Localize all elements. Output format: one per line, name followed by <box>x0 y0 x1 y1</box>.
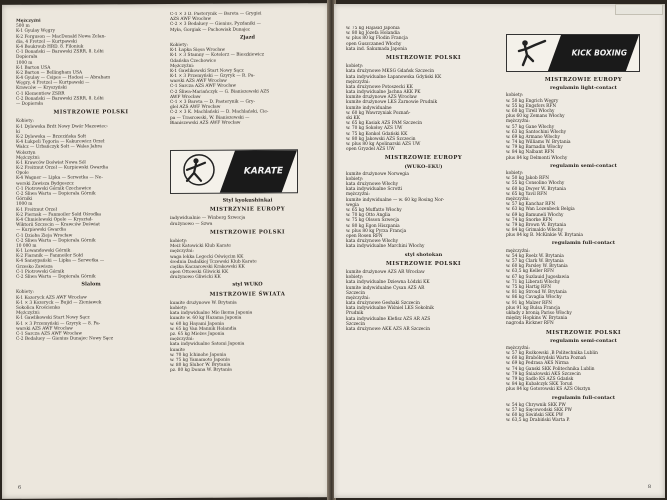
result-line: w. 67 kg Suzlauid Jugosławia <box>506 274 570 280</box>
index-tab <box>615 4 663 15</box>
subsection-heading: Slalom <box>81 281 101 288</box>
result-line: w. 65 kg Van Mannik Holandia <box>170 326 237 332</box>
result-line: Meiż Katowicki Klub Karate <box>170 243 231 250</box>
result-line: w. 63 kg Santochini Włochy <box>506 129 567 135</box>
result-line: kobiety: <box>506 93 524 99</box>
result-line: K-1 Dylewska Brdt Nowy Dwór Mazowiec- <box>16 123 108 130</box>
result-line: — Kurpiewski Gwardia <box>16 227 66 234</box>
left-page <box>2 3 329 499</box>
result-line: kumite drużynowe AZS AR Wrocław <box>346 269 425 275</box>
result-line: Kobiety: <box>170 42 188 48</box>
result-line: kata indywidualne Dziewna Łódzki KK <box>346 280 430 286</box>
result-line: Sokolica Krościenko <box>16 305 61 311</box>
result-line: w. 63,5 kg Keller RFN <box>506 269 554 275</box>
result-line: C-2 Bedaluey — Gienius Dunajec Nowy Sącz <box>16 336 114 342</box>
result-line: w. 60 kg Wawrzyniak Poznań- <box>346 110 411 116</box>
kickboxing-label: KICK BOXING <box>571 48 627 58</box>
result-line: K-1 Freitmut Orzeł <box>16 207 57 213</box>
result-line: w. 74 kg Snorke RFN <box>506 217 553 223</box>
result-line: Krawców — Kryszyński <box>16 85 67 92</box>
section-heading: MISTRZOWIE POLSKI <box>545 329 622 336</box>
result-line: K-4 Wagner — Lipka — Serwetka — Ne- <box>16 175 103 182</box>
result-line: open Gryzdel AZS UW <box>346 147 395 153</box>
result-line: układy z bronią Pariso Włochy <box>506 310 572 316</box>
subsection-heading: regulamin light-contact <box>550 85 617 92</box>
result-line: C-1 × 3 Bareta — D. Pasterynik — Gry- <box>170 99 255 105</box>
result-line: w. 80 kg Egon Hiszpania <box>346 223 400 229</box>
result-line: Kobiety: <box>16 290 34 296</box>
result-line: w. 57 kg Rożkowski ‚B Politechnika Lublin <box>506 351 598 357</box>
result-line: w. 60 kg Dwyer W. Brytania <box>506 186 566 192</box>
result-line: kata indywidualne Łapanowska Gdyński KK <box>346 74 442 80</box>
result-line: w. 75 kg Olsson Szwecja <box>346 218 400 224</box>
result-line: plus 84 kg B. McKinkie W. Brytania <box>506 233 583 239</box>
result-line: plus 91 kg Bulsa Francja <box>506 305 561 311</box>
result-line: C-2 × 3 K. Machlański — D. Machlański, Cie- <box>170 109 269 116</box>
result-line: kobiety: <box>506 171 524 177</box>
result-line: K-1 Lewandowski Górnik <box>16 248 71 254</box>
result-line: średnia Dadalkiej Tczewski Klub Karate <box>170 259 257 265</box>
result-line: w. 50 kg Jakob RFN <box>506 176 550 182</box>
result-line: C-2 Śliwa Warta — Dopierała Górnik <box>16 238 96 244</box>
result-line: w. 70 kg Sokołoy AZS UW <box>346 126 403 132</box>
result-line: C-2 × 3 Bedaluey — Gienius, Pyzdaniki — <box>170 21 261 28</box>
karate-badge <box>170 149 298 194</box>
result-line: w. 57 kg Kanchar RFN <box>506 202 556 208</box>
result-line: dia, 4 Fretzel — Kurtpawski <box>16 39 77 45</box>
result-line: w. 60 kg Parsley W. Brytania <box>506 264 568 270</box>
result-line: 1000 m <box>16 202 33 208</box>
section-heading: MISTRZOWIE EUROPY <box>544 77 623 83</box>
result-line: kata indywidualne Marchini Włochy <box>346 244 425 250</box>
result-line: w. 71 kg Liberati Włochy <box>506 279 561 285</box>
kickboxing-badge <box>506 34 640 72</box>
result-line: indywidualnie — Winberg Szwecja <box>170 215 246 222</box>
result-line: w. 60 kg Siwiński SKK PW <box>506 413 564 419</box>
result-line: K-1 × 3 Kozeryck — Bujid — Zieniawek <box>16 300 102 306</box>
result-line: C-2 Śliwa-Mariańczyk — G. Bianiszewski AZS <box>170 89 270 95</box>
result-line: w. 70 kg Ichinohe Japonia <box>170 352 227 358</box>
result-line: K-2 Piernak — Fanmoiler Sołd Ośrodka <box>16 212 101 218</box>
result-line: mężczyźni: <box>170 337 194 343</box>
result-line: Gdańska Czechowice <box>170 58 217 64</box>
result-line: kata indywidualne Scrotti <box>346 187 403 193</box>
result-line: kumite indywidualne <box>346 105 392 111</box>
karate-fighter-icon <box>175 151 225 193</box>
result-line: w. 63 kg Wan Lozenbeck Belgia <box>506 207 575 213</box>
result-line: w. 69 kg Bamuneli Włochy <box>506 212 564 218</box>
result-line: kumite indywidualne Cysan AZS AR <box>346 285 425 291</box>
section-heading: MISTRZOWIE POLSKI <box>209 229 286 236</box>
left-column-1 <box>16 18 166 342</box>
result-line: pa — Trasrowski, W. Bianiszewski — <box>170 115 250 121</box>
result-line: AZS AWF Wrocław <box>170 16 211 23</box>
subsection-heading: styl WUKO <box>232 281 263 289</box>
result-line: w. 60 kg Brabóbrydski Warta Poznań <box>506 356 587 362</box>
section-heading: MISTRZOWIE EUROPY <box>384 155 463 162</box>
result-line: K-1 × 3 Przemyński — Gzyryk — 8. Pa- <box>16 320 101 327</box>
result-line: Mężczyźni <box>16 18 41 24</box>
result-line: w. 79 kg Brown W. Brytania <box>506 222 567 228</box>
result-line: K-1 × 3 Stamny — Kotelerz — Bieszkiewicz <box>170 52 265 59</box>
result-line: drużynowo — Szwa <box>170 221 213 227</box>
result-line: w. 84 kg Grimaldo Włochy <box>506 228 564 234</box>
result-line: kobiety: <box>170 238 188 244</box>
result-line: kata drużynowe MKSG Gdańsk Szczecin <box>346 69 435 75</box>
result-line: kobiety: <box>170 305 188 312</box>
result-line: w. 57 kg Clark W. Brytania <box>506 259 564 265</box>
result-line: ciężka Kaczarowski Krakowski KK <box>170 264 245 270</box>
result-line: kata drużynowe Włochy <box>346 182 399 188</box>
section-heading: MISTRZOWIE ŚWIATA <box>209 291 286 298</box>
result-line: kata indywidualne Satomi Japonia <box>170 341 245 348</box>
result-line: kumite w. 60 kg Hazama Japonia <box>170 316 242 322</box>
section-heading: MISTRZOWIE POLSKI <box>385 260 462 267</box>
result-line: plus 84 kg Delmonti Włochy <box>506 155 568 161</box>
result-line: Mężczyźni: <box>16 155 41 161</box>
result-line: kata drużynowe AKK AZS AR Szczecin <box>346 327 430 333</box>
result-line: w. 86 kg Cavaglia Włochy <box>506 295 562 301</box>
result-line: w. 54 kg Roelz W. Brytania <box>506 253 564 259</box>
result-line: K-2 Barton — Bellingham USA <box>16 70 83 76</box>
result-line: kobiety: <box>346 64 364 70</box>
result-line: kumite <box>170 347 186 353</box>
result-line: kata indywidualne Klefisz AZS AR AZS <box>346 316 431 322</box>
result-line: AWF Wrocław <box>170 94 201 100</box>
result-line: kata ind. Sakumada Japonia <box>346 46 407 52</box>
right-page <box>334 4 665 498</box>
result-line: K-1 Kozeryck AZS AWF Wrocław <box>16 295 87 301</box>
section-heading: MISTRZOWIE POLSKI <box>53 109 129 116</box>
result-line: pz. 80 kg Donna W. Brytania <box>170 367 232 374</box>
result-line: K-1 Łapka Sięsa Wrocław <box>170 47 226 54</box>
result-line: kobiety: <box>346 275 364 281</box>
subsection-heading: regulamin full-contact <box>551 394 616 401</box>
result-line: Górniki <box>16 196 33 203</box>
subsection-heading: regulamin semi-contact <box>550 337 617 344</box>
result-line: C-2 Bonański — Barawski ZSRR, 8. Łóbi <box>16 96 104 102</box>
result-line: w. 79 kg Śniażowski AKS Szczecin <box>506 371 581 377</box>
result-line: K-1 Gawlikowski Start Nowy Sącz <box>170 68 244 74</box>
result-line: K-2 Dylewska — Brzezińska Sołt <box>16 134 87 140</box>
result-line: C-1 Sarcza AZS AWF Wrocław <box>16 331 82 337</box>
result-line: w. 74 kg Williams W. Brytania <box>506 140 571 146</box>
result-line: werski Zawisza Bydgoszcz <box>16 181 74 187</box>
result-line: Węgry, 4 Fretzel — Kurtpawski — <box>16 80 90 87</box>
result-line: w. 60 kg Hayami Japonia <box>170 321 224 327</box>
result-line: C-1 Dzioba Zieja Wrocław <box>16 233 73 239</box>
result-line: K-1 Krawców Doświat Nowa Sól <box>16 160 86 166</box>
result-line: K-4 Gyulay — Csipes — Hodosi — Abraham <box>16 75 111 81</box>
result-line: w. 80 kg Sluber W. Brytania <box>170 362 231 369</box>
subsection-heading: Styl kyokushinkai <box>222 197 273 204</box>
result-line: 500 m <box>16 23 30 29</box>
result-line: w. 84 kg Kubałczyk SKK Toruń <box>506 382 573 388</box>
section-heading: MISTRZYNIE EUROPY <box>209 206 286 213</box>
result-line: w. 75 kg Hartig RFN <box>506 285 552 290</box>
result-line: mężczyźni: <box>506 196 530 202</box>
result-line: 1000 m <box>16 60 33 66</box>
subsection-heading: regulamin full-contact <box>551 240 616 247</box>
subsection-heading: styl shotokan <box>404 251 443 258</box>
result-line: 10 000 m <box>16 243 37 249</box>
result-line: warski AZS AWF Wrocław <box>170 78 227 85</box>
result-line: w. 75 kg Konkol Gdański KK <box>346 131 408 137</box>
result-line: C-2 Śliwa Warta — Dopierała Górnik <box>16 274 96 280</box>
result-line: Kobiety: <box>16 119 34 125</box>
result-line: w. 74 kg Ganski SKK Politechnika Lublin <box>506 366 595 372</box>
result-line: w. 91 kg Malzer RFN <box>506 300 552 306</box>
result-line: K-2 Freitmut Orzeł — Kurpiewski Gwardia <box>16 165 109 171</box>
result-line: C-1 Piotrowski Górnik <box>16 269 65 275</box>
result-line: Grzesko Zawisza <box>16 264 53 270</box>
result-line: open Rosen RFN <box>346 233 383 239</box>
result-line: K-4 Boukroub HRD. 8. Filoniuk <box>16 44 84 50</box>
result-line: mężczyźni: <box>346 192 370 198</box>
left-column-2 <box>170 11 325 126</box>
result-line: Wałcz — Urbańczyk Sołt — Walas Jabra <box>16 144 102 151</box>
result-line: w. 80 kg Józefa Holandia <box>346 31 400 37</box>
left-column-2-lower <box>170 195 325 373</box>
result-line: w. 50 kg Engrich Węgry <box>506 98 559 104</box>
result-line: kumite drużynowe AZS Wrocław <box>346 95 417 101</box>
right-column-2 <box>506 74 661 424</box>
result-line: w. 65 kg Muffatto Włochy <box>346 208 402 214</box>
result-line: open Guszczaned Włochy <box>346 41 402 47</box>
result-line: w. 60 kg Tirell Włochy <box>506 108 555 114</box>
result-line: K-1 Barton USA <box>16 65 51 71</box>
result-line: K-1 Gawlikowski Start Nowy Sącz <box>16 315 90 322</box>
result-line: Wolsztyn <box>16 150 36 156</box>
result-line: w. 80 kg Jakowski AZS Szczecin <box>346 136 416 142</box>
result-line: w. 69 kg Pedrasa AKS Nirma <box>506 361 569 367</box>
result-line: w. 79 kg Barnadin Włochy <box>506 145 563 151</box>
result-line: mężczyźni: <box>346 295 370 301</box>
result-line: plus 60 kg Zemans Włochy <box>506 114 565 120</box>
karate-label: KARATE <box>243 166 283 177</box>
section-heading: MISTRZOWIE POLSKI <box>385 54 462 61</box>
result-line: — Dopierała <box>16 101 43 107</box>
result-line: warski AZS AWF Wrocław <box>16 326 73 332</box>
result-line: w. 54 kg Chrywnik SKK PW <box>506 402 566 408</box>
result-line: ski KK <box>346 116 360 122</box>
result-line: kata drużynowe Włochy <box>346 239 399 245</box>
result-line: w. 55 kg Engsfors RFN <box>506 103 557 109</box>
result-line: między Hopkins W. Brytania <box>506 316 568 322</box>
result-line: kata indywidualne Wiśniel LKS Sokolnik <box>346 306 434 312</box>
result-line: C-1 Sarcza AZS AWF Wrocław <box>170 84 236 90</box>
result-line: K-2 Ferguson — MacDonald Nowa Zelan- <box>16 33 106 40</box>
result-line: mężczyźni: <box>506 248 530 254</box>
result-line: K-4 Chmielewski Opole — Kryształ- <box>16 217 93 223</box>
result-line: mężczyźni: <box>346 79 370 85</box>
result-line: plus 84 kg Gotorowski KS AZS Olsztyn <box>506 387 591 393</box>
result-line: kumite drużynowe LKS Żarnowie Prudnik <box>346 100 438 106</box>
result-line: kumite indywidualne — w. 60 kg Rosing Nor- <box>346 197 445 203</box>
right-page-number: 8 <box>647 484 651 490</box>
result-line: w. 57 kg Sięcowodski SKK PW <box>506 407 572 413</box>
result-line: K-1 Gyulay Węgry <box>16 28 55 35</box>
subsection-heading: regulamin semi-contact <box>550 162 617 169</box>
result-line: C-2 Śliwa Warta — Dopierała Górnik <box>16 191 96 197</box>
result-line: Szczecin <box>346 321 365 327</box>
result-line: Mężczyźni: <box>170 63 195 69</box>
result-line: w. plus 80 kg Pyrza Francja <box>346 228 407 234</box>
result-line: w. 79 kg Sadlo KS AZS Gdańsk <box>506 377 574 383</box>
right-column-1 <box>346 26 501 332</box>
result-line: C-1 Klementiew ZSRR <box>16 91 65 97</box>
result-line: open Ottowski Gliwicki KK <box>170 269 229 276</box>
result-line: w. 69 kg Armano Włochy <box>506 134 560 140</box>
result-line: K-1 × 3 Przemyński — Gzyryk — R. Pa- <box>170 73 255 80</box>
result-line: K-2 Fiaranik — Fanmoiler Sołd <box>16 253 83 260</box>
kickboxing-fighter-icon <box>511 35 555 71</box>
result-line: drużynowo Gliwicki KK <box>170 275 221 281</box>
result-line: kata drużynowe Potoszecki KK <box>346 84 413 90</box>
result-line: kumite drużynowe W. Brytania <box>170 300 237 306</box>
result-line: mężczyźni: <box>170 249 194 255</box>
result-line: mężczyźni: <box>506 119 530 125</box>
left-page-number: 6 <box>18 484 22 491</box>
result-line: kata drużynowe Geshaki Szczecin <box>346 301 420 307</box>
result-line: wegia <box>346 202 359 208</box>
result-line: kata indywidualne Mie Ikema Japonia <box>170 310 253 317</box>
result-line: glel AZS AWF Wrocław <box>170 104 221 111</box>
result-line: Dopierała <box>16 54 38 61</box>
subsection-heading: Zjazd <box>239 34 256 41</box>
result-line: waga lekka Legecki Oświęcim KK <box>170 254 244 260</box>
result-line: w. 70 kg Otto Anglia <box>346 213 391 219</box>
result-line: ki <box>16 129 20 135</box>
result-line: Prudnik <box>346 311 364 317</box>
result-line: w. 75 kg Yamamoto Japonia <box>170 357 230 363</box>
result-line: w. 63,5 kg Drabiński Warta P. <box>506 418 570 424</box>
result-line: w. 65 kg Kasiak AZS PAM Szczecin <box>346 121 423 127</box>
result-line: Wiktorii Szczecin — Krawców Doświat <box>16 222 100 228</box>
result-line: w. plus 80 kg Apolinarski AZS UW <box>346 141 421 147</box>
result-line: w. 57 kg Gane Włochy <box>506 124 555 130</box>
result-line: w. 75 kg Hajasid Japonia <box>346 26 400 31</box>
result-line: C-1 Piotrowski Górnik Czechowice <box>16 186 92 192</box>
result-line: mężczyźni: <box>506 345 530 351</box>
result-line: w. 65 kg Yavil RFN <box>506 191 548 197</box>
subsection-heading: (WUKO–EKU) <box>404 163 443 170</box>
result-line: w. plus 80 kg Flodin Francja <box>346 36 408 42</box>
result-line: Bianiszewski AZS AWF Wrocław <box>170 120 241 126</box>
result-line: kumite drużynowe Norwegia <box>346 171 409 177</box>
result-line: w. 81 kg Stroud W. Brytania <box>506 290 567 296</box>
result-line: Myła, Gorgiak — Pachowiak Dunajec <box>170 27 251 33</box>
result-line: K-4 Sansypański — Lipka — Serwetka — <box>16 258 105 265</box>
result-line: K-4 Łukpeli Tęgoria — Kakurewicz Orzeł <box>16 139 105 145</box>
result-line: kata indywidualne Jachna AKK PK <box>346 90 421 96</box>
result-line: Opole <box>16 170 29 177</box>
result-line: pz. 65 kg Mieżes Japonia <box>170 331 225 337</box>
result-line: C-1 Bonański — Barawski ZSRR, 8. Łóbi <box>16 49 104 55</box>
result-line: w. 84 kg Nalbant RFN <box>506 150 555 156</box>
result-line: Mężczyźni: <box>16 310 41 316</box>
result-line: kobiety: <box>346 176 364 182</box>
result-line: w. 55 kg Consolino Włochy <box>506 181 565 187</box>
result-line: C-1 × 3 D. Pasterynik — Bareta — Gryglel <box>170 11 262 17</box>
result-line: nagroda Rickner RFN <box>506 321 554 327</box>
result-line: Szczecin <box>346 290 365 296</box>
